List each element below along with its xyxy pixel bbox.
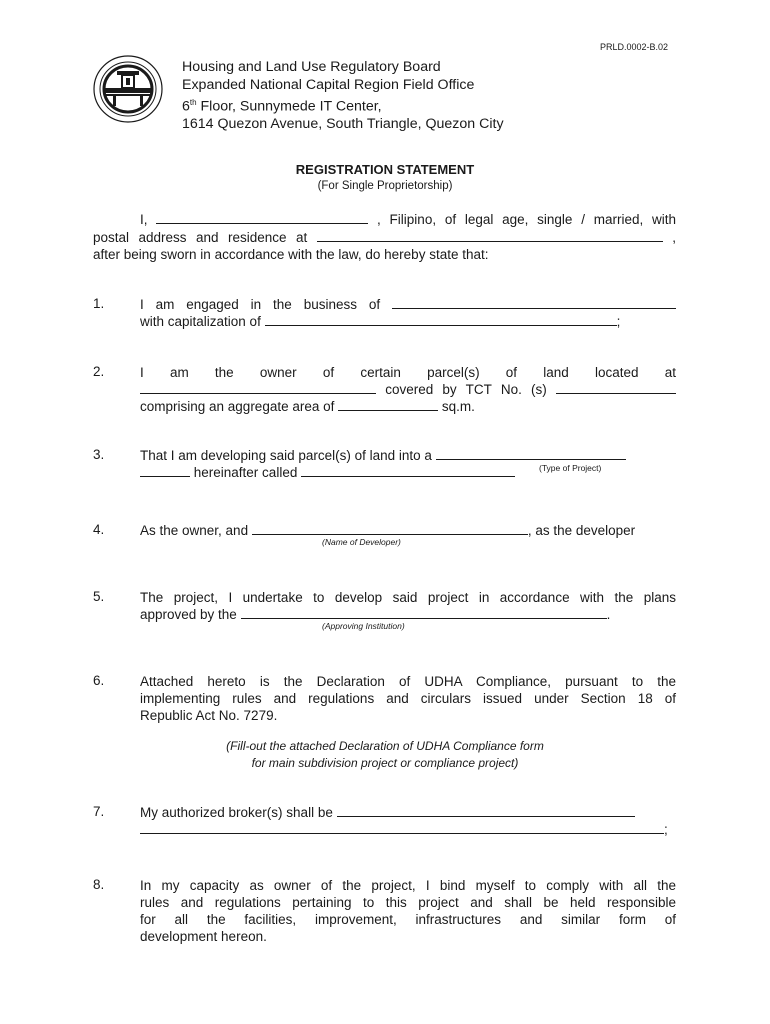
item-number: 6. [93, 673, 105, 688]
location-blank[interactable] [140, 381, 376, 394]
item-8: In my capacity as owner of the project, I bind myself to comply with all the rules and regulations pertaining to this project and shall be held responsible for all the facilities, improvement, infrastructures and similar form of development hereon. [140, 878, 676, 944]
capitalization-blank[interactable] [265, 313, 617, 326]
item-number: 2. [93, 364, 105, 379]
document-subtitle: (For Single Proprietorship) [317, 180, 453, 192]
agency-name: Housing and Land Use Regulatory Board [182, 59, 441, 75]
name-of-developer-caption: (Name of Developer) [322, 537, 401, 547]
approving-institution-caption: (Approving Institution) [322, 621, 405, 631]
broker-blank-cont[interactable] [140, 821, 664, 834]
broker-blank[interactable] [337, 804, 635, 817]
item-7: My authorized broker(s) shall be ; [140, 805, 668, 837]
business-blank[interactable] [392, 296, 676, 309]
item-2: I am the owner of certain parcel(s) of land located at covered by TCT No. (s) comprising an aggregate area of sq.m. [140, 365, 676, 414]
hlurb-seal-icon [93, 54, 163, 124]
address-line-2: 1614 Quezon Avenue, South Triangle, Quezon City [182, 116, 504, 133]
tct-blank[interactable] [556, 381, 676, 394]
field-office: Expanded National Capital Region Field Office [182, 76, 475, 93]
area-blank[interactable] [338, 398, 438, 411]
project-type-blank[interactable] [436, 447, 626, 460]
item-number: 8. [93, 877, 105, 892]
project-type-blank-cont[interactable] [140, 464, 190, 477]
project-name-blank[interactable] [301, 464, 515, 477]
address-line-1: 6th Floor, Sunnymede IT Center, [182, 98, 382, 115]
intro-paragraph: I, , Filipino, of legal age, single / married, with postal address and residence at , after being sworn in accordance with the law, do hereby state that: [93, 212, 676, 262]
address-blank[interactable] [317, 229, 663, 242]
item-5: The project, I undertake to develop said project in accordance with the plans approved by the . [140, 590, 676, 622]
item-number: 5. [93, 589, 105, 604]
item-6: Attached hereto is the Declaration of UDHA Compliance, pursuant to the implementing rules and regulations and circulars issued under Section 18 of Republic Act No. 7279. [140, 674, 676, 723]
item-number: 4. [93, 522, 105, 537]
approving-institution-blank[interactable] [241, 606, 607, 619]
item-1: I am engaged in the business of with capitalization of ; [140, 296, 676, 330]
item-4: As the owner, and , as the developer [140, 523, 636, 538]
udha-note: (Fill-out the attached Declaration of UDHA Compliance form for main subdivision project or compliance project) [226, 739, 544, 770]
document-code: PRLD.0002-B.02 [600, 42, 669, 52]
type-of-project-caption: (Type of Project) [539, 463, 602, 473]
developer-blank[interactable] [252, 522, 528, 535]
name-blank[interactable] [156, 211, 368, 224]
item-3: That I am developing said parcel(s) of land into a hereinafter called [140, 447, 676, 481]
item-number: 7. [93, 804, 105, 819]
agency-header [182, 59, 504, 134]
document-title: REGISTRATION STATEMENT [295, 162, 475, 177]
item-number: 3. [93, 447, 105, 462]
item-number: 1. [93, 296, 105, 311]
